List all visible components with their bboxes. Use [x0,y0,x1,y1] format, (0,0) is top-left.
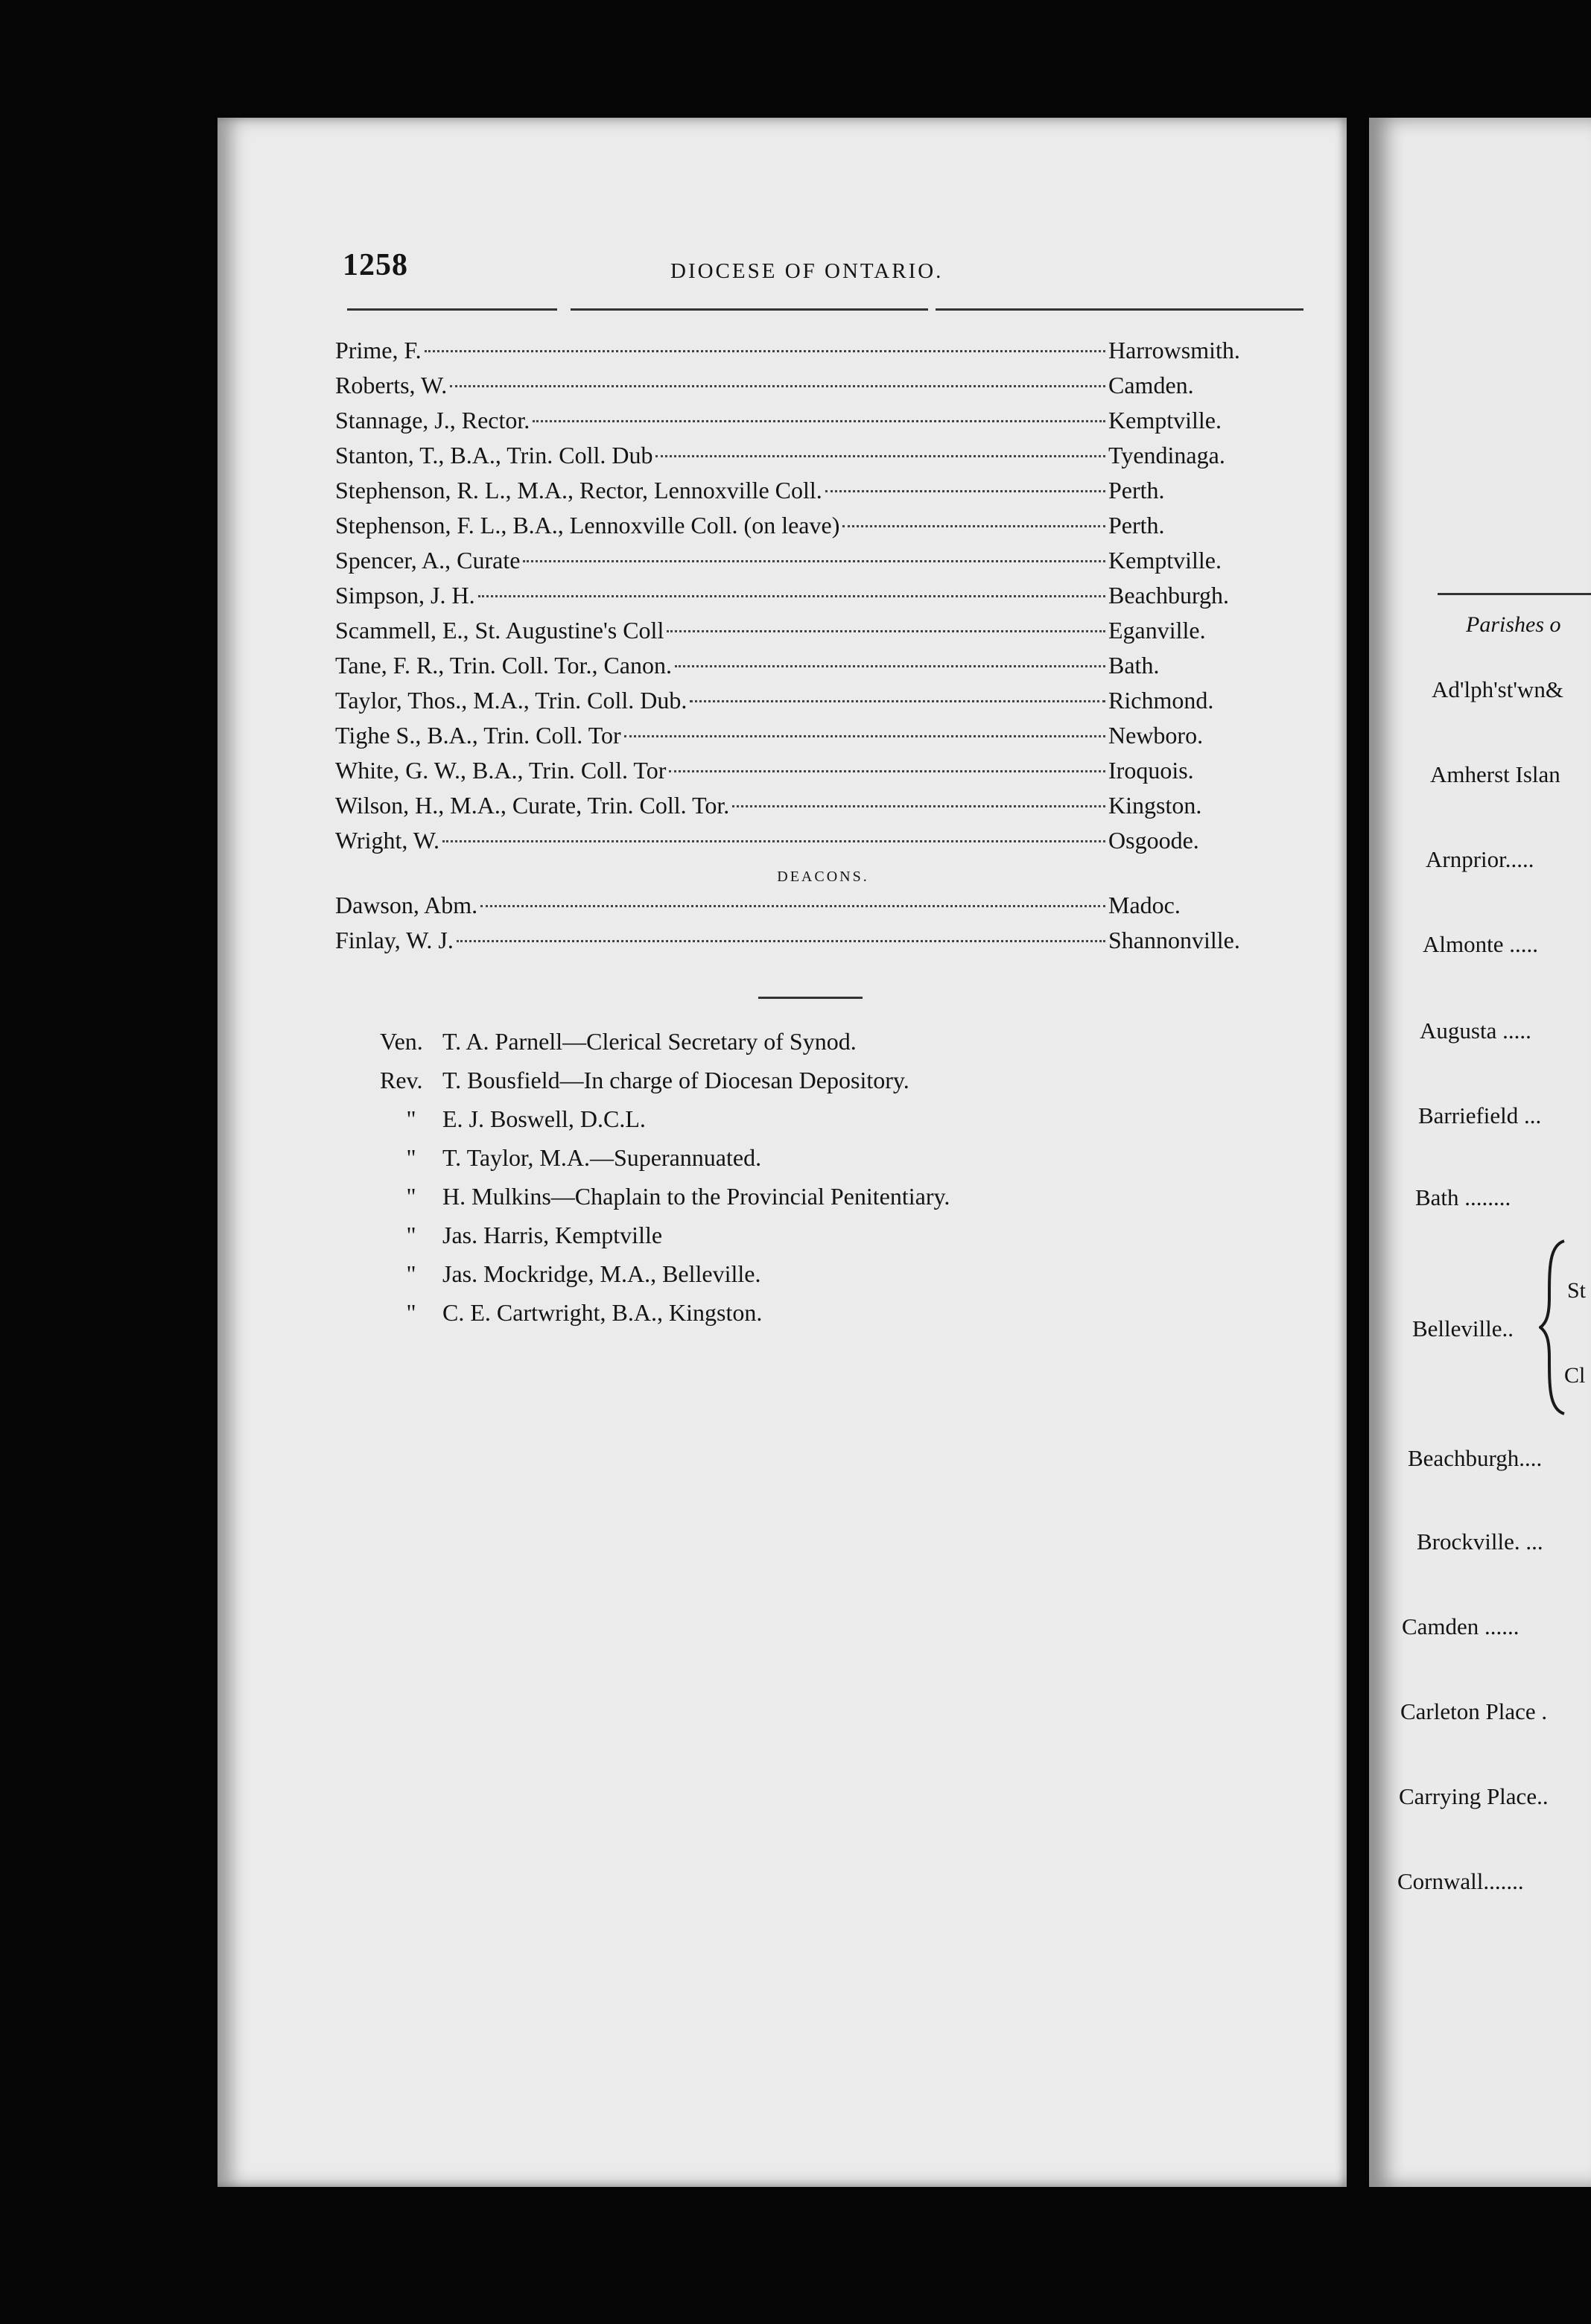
clergy-place: Beachburgh. [1108,582,1230,609]
note-text: T. Taylor, M.A.—Superannuated. [442,1144,762,1171]
parish-name: Augusta ..... [1420,1017,1531,1044]
clergy-name: Wilson, H., M.A., Curate, Trin. Coll. Tor. [335,792,730,819]
dot-leader [825,490,1105,492]
belleville-sub-parish: Cl [1564,1363,1586,1388]
belleville-sub-parish: St [1567,1278,1587,1303]
note-line [380,1260,1274,1299]
section-divider [758,997,863,999]
clergy-place: Newboro. [1108,722,1204,749]
clergy-entry [335,722,1281,757]
parishes-title: Parishes o [1466,612,1561,637]
brace-icon [1539,1238,1569,1417]
clergy-place: Camden. [1108,372,1194,399]
clergy-name: Tighe S., B.A., Trin. Coll. Tor [335,722,621,749]
clergy-entry [335,407,1281,442]
clergy-place: Kemptville. [1108,407,1222,434]
clergy-notes [380,1028,1274,1338]
clergy-place: Perth. [1108,512,1165,539]
note-line [380,1299,1274,1338]
note-line [380,1067,1274,1105]
clergy-list [335,337,1281,962]
clergy-place: Perth. [1108,477,1165,504]
page-number: 1258 [343,248,408,282]
dot-leader [842,525,1105,527]
deacon-entry [335,892,1281,927]
note-line [380,1183,1274,1222]
clergy-place: Bath. [1108,652,1160,679]
page-header [343,247,1303,292]
clergy-entry [335,547,1281,582]
clergy-entry [335,477,1281,512]
clergy-name: Scammell, E., St. Augustine's Coll [335,617,664,644]
header-rule-2 [571,308,928,311]
note-line [380,1028,1274,1067]
parish-name: Bath ........ [1415,1184,1511,1210]
note-prefix: Rev. [380,1067,423,1093]
parish-name: Ad'lph'st'wn& [1432,676,1563,702]
note-text: H. Mulkins—Chaplain to the Provincial Penitentiary. [442,1183,950,1210]
parish-name: Belleville.. [1412,1315,1514,1342]
parish-name: Carrying Place.. [1399,1783,1549,1809]
parish-name: Barriefield ... [1418,1102,1542,1128]
parish-name: Carleton Place . [1400,1698,1548,1724]
parish-name: Beachburgh.... [1408,1445,1543,1471]
dot-leader [480,905,1105,907]
parish-name: Camden ...... [1402,1613,1519,1639]
clergy-place: Kemptville. [1108,547,1222,574]
note-line [380,1144,1274,1183]
clergy-entry [335,792,1281,827]
ditto-mark: " [406,1144,416,1171]
clergy-name: Tane, F. R., Trin. Coll. Tor., Canon. [335,652,672,679]
dot-leader [442,840,1105,842]
dot-leader [523,560,1105,562]
clergy-name: Stannage, J., Rector. [335,407,530,434]
clergy-name: Prime, F. [335,337,422,363]
note-line [380,1222,1274,1260]
note-text: Jas. Mockridge, M.A., Belleville. [442,1260,761,1287]
note-text: T. Bousfield—In charge of Diocesan Depository. [442,1067,909,1093]
clergy-name: Stanton, T., B.A., Trin. Coll. Dub [335,442,653,469]
clergy-entry [335,757,1281,792]
right-page-rule [1438,593,1591,595]
deacon-name: Finlay, W. J. [335,927,454,953]
clergy-entry [335,827,1281,862]
parish-name: Amherst Islan [1430,761,1560,787]
clergy-entry [335,512,1281,547]
clergy-place: Harrowsmith. [1108,337,1240,363]
clergy-entry [335,582,1281,617]
note-text: Jas. Harris, Kemptville [442,1222,663,1248]
deacon-entry [335,927,1281,962]
clergy-name: Simpson, J. H. [335,582,475,609]
clergy-name: Taylor, Thos., M.A., Trin. Coll. Dub. [335,687,687,714]
page-heading: DIOCESE OF ONTARIO. [670,259,944,283]
deacon-place: Shannonville. [1108,927,1240,953]
parish-name: Arnprior..... [1426,846,1534,872]
dot-leader [450,385,1105,387]
note-text: E. J. Boswell, D.C.L. [442,1105,646,1132]
dot-leader [457,940,1105,942]
ditto-mark: " [406,1299,416,1326]
parish-name: Almonte ..... [1423,931,1538,957]
ditto-mark: " [406,1105,416,1132]
dot-leader [533,420,1105,422]
dot-leader [624,735,1105,737]
header-rule-1 [347,308,557,311]
clergy-place: Osgoode. [1108,827,1199,854]
note-text: C. E. Cartwright, B.A., Kingston. [442,1299,763,1326]
deacon-place: Madoc. [1108,892,1181,918]
clergy-name: Stephenson, R. L., M.A., Rector, Lennoxville Coll. [335,477,822,504]
clergy-name: Stephenson, F. L., B.A., Lennoxville Coll. (on leave) [335,512,840,539]
clergy-entry [335,442,1281,477]
clergy-place: Iroquois. [1108,757,1194,784]
clergy-name: Wright, W. [335,827,440,854]
dot-leader [732,805,1105,807]
note-text: T. A. Parnell—Clerical Secretary of Synod. [442,1028,857,1055]
dot-leader [690,700,1105,702]
clergy-place: Kingston. [1108,792,1202,819]
clergy-place: Richmond. [1108,687,1214,714]
note-prefix: Ven. [380,1028,423,1055]
dot-leader [655,455,1105,457]
dot-leader [675,665,1105,667]
dot-leader [667,630,1105,632]
clergy-name: Roberts, W. [335,372,448,399]
clergy-place: Eganville. [1108,617,1206,644]
dot-leader [669,770,1105,772]
ditto-mark: " [406,1222,416,1248]
deacon-name: Dawson, Abm. [335,892,478,918]
parish-name: Cornwall....... [1397,1868,1524,1894]
clergy-entry [335,337,1281,372]
clergy-name: Spencer, A., Curate [335,547,521,574]
clergy-entry [335,687,1281,722]
dot-leader [425,350,1105,352]
ditto-mark: " [406,1183,416,1210]
dot-leader [478,595,1105,597]
deacons-heading: DEACONS. [777,869,869,885]
header-rule-3 [936,308,1303,311]
clergy-place: Tyendinaga. [1108,442,1225,469]
note-line [380,1105,1274,1144]
parish-name: Brockville. ... [1417,1528,1543,1555]
clergy-entry [335,617,1281,652]
clergy-name: White, G. W., B.A., Trin. Coll. Tor [335,757,667,784]
ditto-mark: " [406,1260,416,1287]
clergy-entry [335,372,1281,407]
clergy-entry [335,652,1281,687]
